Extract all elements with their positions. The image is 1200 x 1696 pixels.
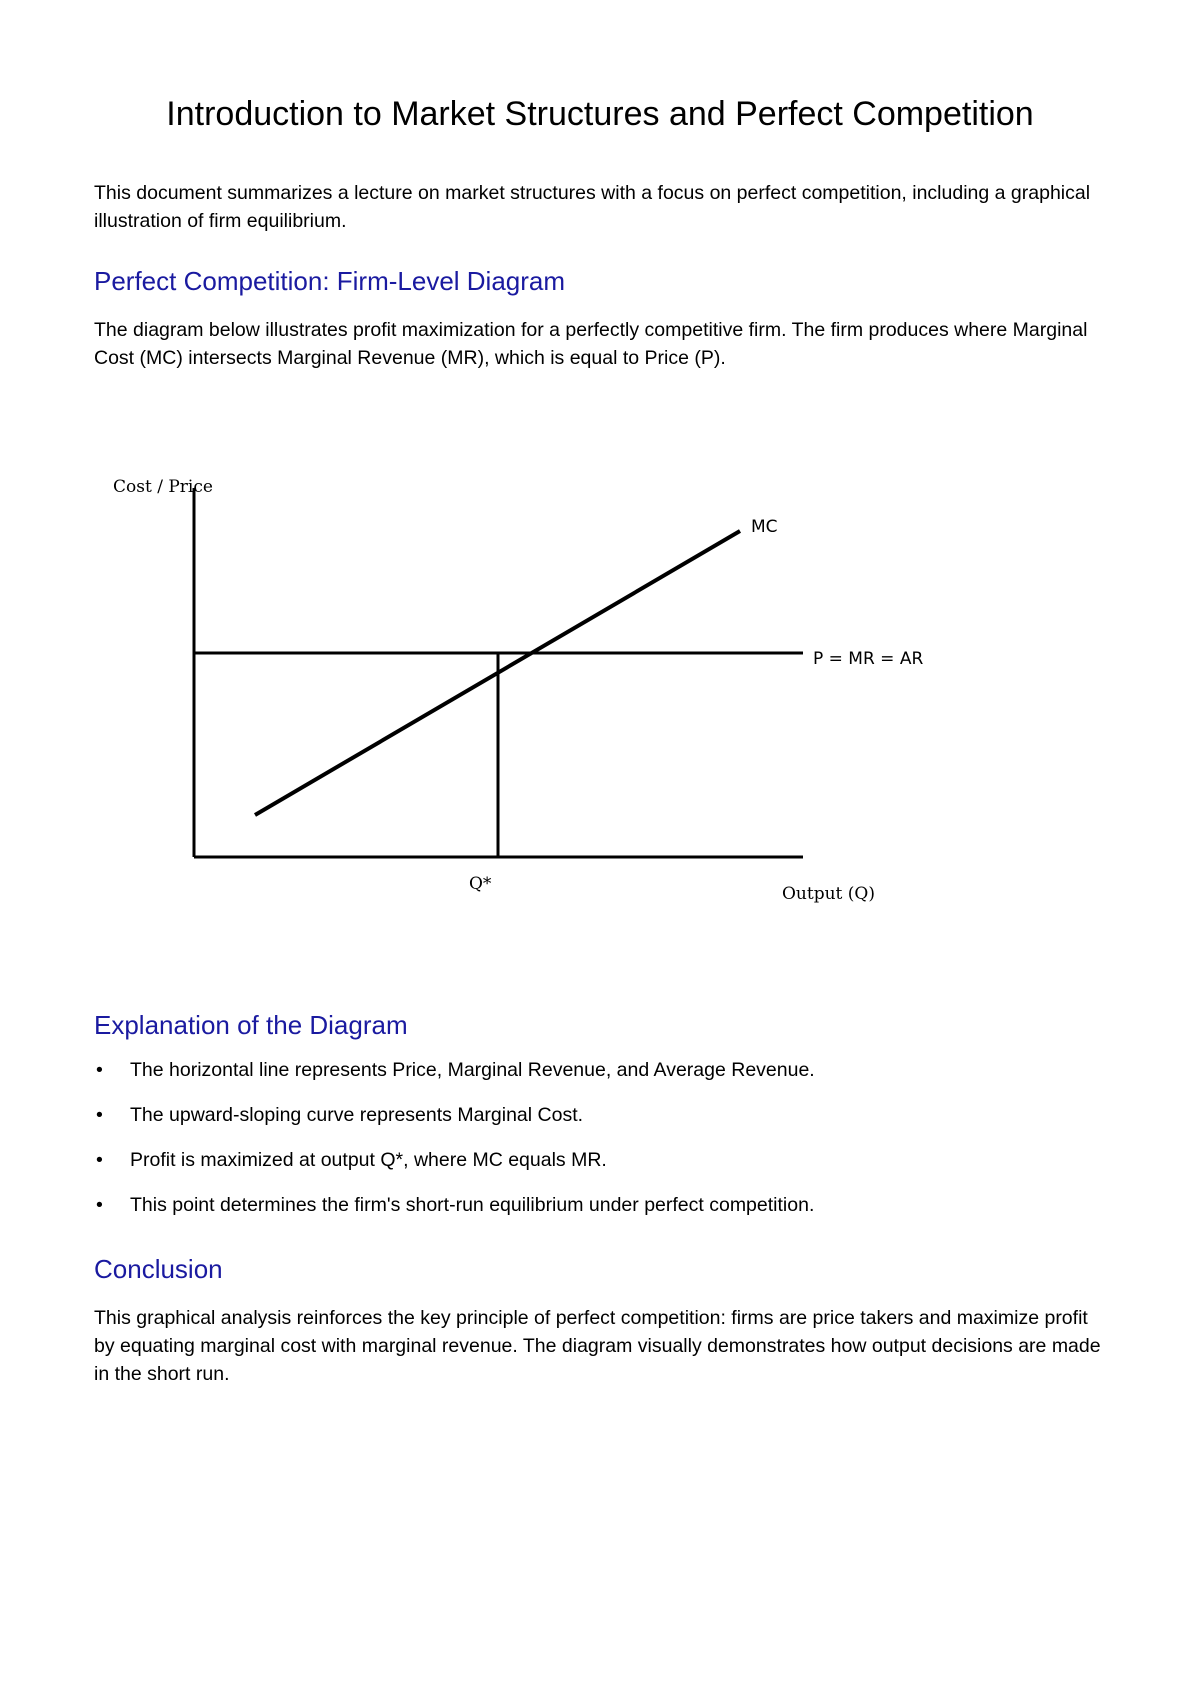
list-item-text: The horizontal line represents Price, Marginal Revenue, and Average Revenue. (130, 1059, 815, 1081)
x-axis-label: Output (Q) (782, 884, 875, 904)
bullet-icon: • (96, 1059, 103, 1081)
price-line-label: P = MR = AR (813, 649, 924, 669)
bullet-icon: • (96, 1194, 103, 1216)
diagram-intro-paragraph: The diagram below illustrates profit maximization for a perfectly competitive firm. The firm produces where Marginal Cost (MC) intersects Marginal Revenue (MR), which is equal to Price (P). (94, 319, 1088, 369)
y-axis-label: Cost / Price (113, 477, 213, 497)
explanation-bullet-list (94, 1056, 1104, 1236)
list-item (94, 1056, 1104, 1101)
bullet-icon: • (96, 1149, 103, 1171)
list-item-text: The upward-sloping curve represents Marginal Cost. (130, 1104, 584, 1126)
list-item-text: Profit is maximized at output Q*, where MC equals MR. (130, 1149, 607, 1171)
q-star-label: Q* (469, 874, 492, 894)
explanation-section-heading: Explanation of the Diagram (94, 1010, 408, 1040)
list-item-text: This point determines the firm's short-run equilibrium under perfect competition. (130, 1194, 815, 1216)
intro-paragraph: This document summarizes a lecture on market structures with a focus on perfect competition, including a graphical illustration of firm equilibrium. (94, 182, 1091, 232)
diagram-section-heading: Perfect Competition: Firm-Level Diagram (94, 266, 566, 296)
document-title: Introduction to Market Structures and Perfect Competition (166, 95, 1034, 133)
list-item (94, 1101, 1104, 1146)
bullet-icon: • (96, 1104, 103, 1126)
conclusion-section-heading: Conclusion (94, 1254, 223, 1284)
list-item (94, 1191, 1104, 1236)
list-item (94, 1146, 1104, 1191)
conclusion-paragraph: This graphical analysis reinforces the key principle of perfect competition: firms are price takers and maximize profit by equating marginal cost with marginal revenue. The diagram visually demonstrates how output decisions are made in the short run. (94, 1307, 1101, 1385)
mc-label: MC (751, 517, 778, 537)
